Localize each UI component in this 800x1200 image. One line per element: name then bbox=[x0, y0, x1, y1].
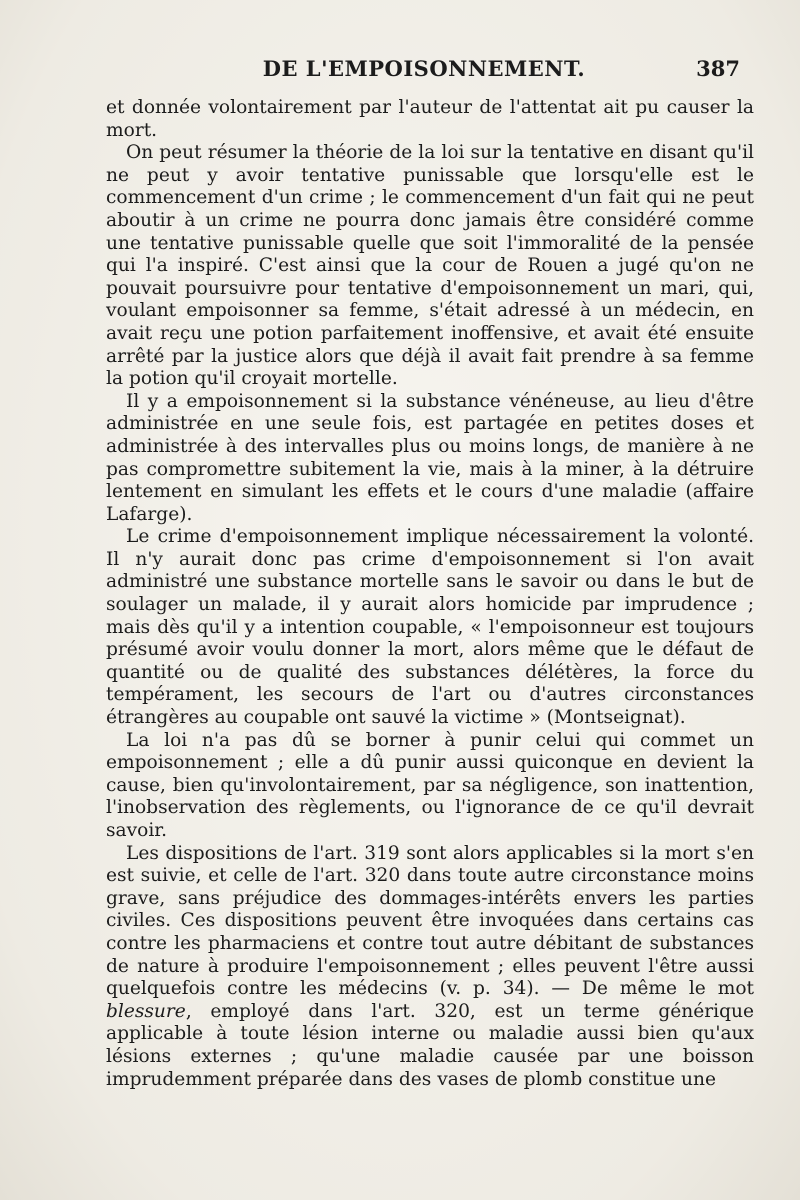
running-title: DE L'EMPOISONNEMENT. bbox=[262, 56, 586, 81]
dispositions-text-after: , employé dans l'art. 320, est un terme générique applicable à toute lésion interne ou maladie aussi bien qu'aux lésions externes ; qu'une maladie causée par une boisson imprudemment préparée dans des vases de plomb constitue une bbox=[106, 1000, 754, 1090]
running-head bbox=[108, 56, 740, 90]
page-number: 387 bbox=[696, 56, 740, 81]
blessure-term: blessure bbox=[106, 1000, 186, 1022]
paragraph-tentative-theory: On peut résumer la théorie de la loi sur la tentative en disant qu'il ne peut y avoir tentative punissable que lorsqu'elle est le commencement d'un crime ; le commencement d'un fait qui ne peut aboutir à un crime ne pourra donc jamais être considéré comme une tentative punissable quelle que soit l'immoralité de la pensée qui l'a inspiré. C'est ainsi que la cour de Rouen a jugé qu'on ne pouvait poursuivre pour tentative d'empoisonnement un mari, qui, voulant empoisonner sa femme, s'était adressé à un médecin, en avait reçu une potion parfaitement inoffensive, et avait été ensuite arrêté par la justice alors que déjà il avait fait prendre à sa femme la potion qu'il croyait mortelle. bbox=[106, 142, 754, 390]
dispositions-text-before: Les dispositions de l'art. 319 sont alors applicables si la mort s'en est suivie, et celle de l'art. 320 dans toute autre circonstance moins grave, sans préjudice des dommages-intérêts envers les parties civiles. Ces dispositions peuvent être invoquées dans certains cas contre les pharmaciens et contre tout autre débitant de substances de nature à produire l'empoisonnement ; elles peuvent l'être aussi quelquefois contre les médecins (v. p. 34). — De même le mot bbox=[106, 842, 754, 1000]
paragraph-negligence: La loi n'a pas dû se borner à punir celui qui commet un empoisonnement ; elle a dû punir aussi quiconque en devient la cause, bien qu'involontairement, par sa négligence, son inattention, l'inobservation des règlements, ou l'ignorance de ce qu'il devrait savoir. bbox=[106, 729, 754, 841]
paragraph-continuation: et donnée volontairement par l'auteur de l'attentat ait pu causer la mort. bbox=[106, 97, 754, 141]
paragraph-slow-poisoning: Il y a empoisonnement si la substance vénéneuse, au lieu d'être administrée en une seule fois, est partagée en petites doses et administrée à des intervalles plus ou moins longs, de manière à ne pas compromettre subitement la vie, mais à la miner, à la détruire lentement en simulant les effets et le cours d'une maladie (affaire Lafarge). bbox=[106, 390, 754, 525]
paragraph-dispositions bbox=[106, 843, 754, 1092]
paragraph-intent: Le crime d'empoisonnement implique nécessairement la volonté. Il n'y aurait donc pas crime d'empoisonnement si l'on avait administré une substance mortelle sans le savoir ou dans le but de soulager un malade, il y aurait alors homicide par imprudence ; mais dès qu'il y a intention coupable, « l'empoisonneur est toujours présumé avoir voulu donner la mort, alors même que le défaut de quantité ou de qualité des substances délétères, la force du tempérament, les secours de l'art ou d'autres circonstances étrangères au coupable ont sauvé la victime » (Montseignat). bbox=[106, 526, 754, 729]
body-text bbox=[106, 97, 754, 1091]
